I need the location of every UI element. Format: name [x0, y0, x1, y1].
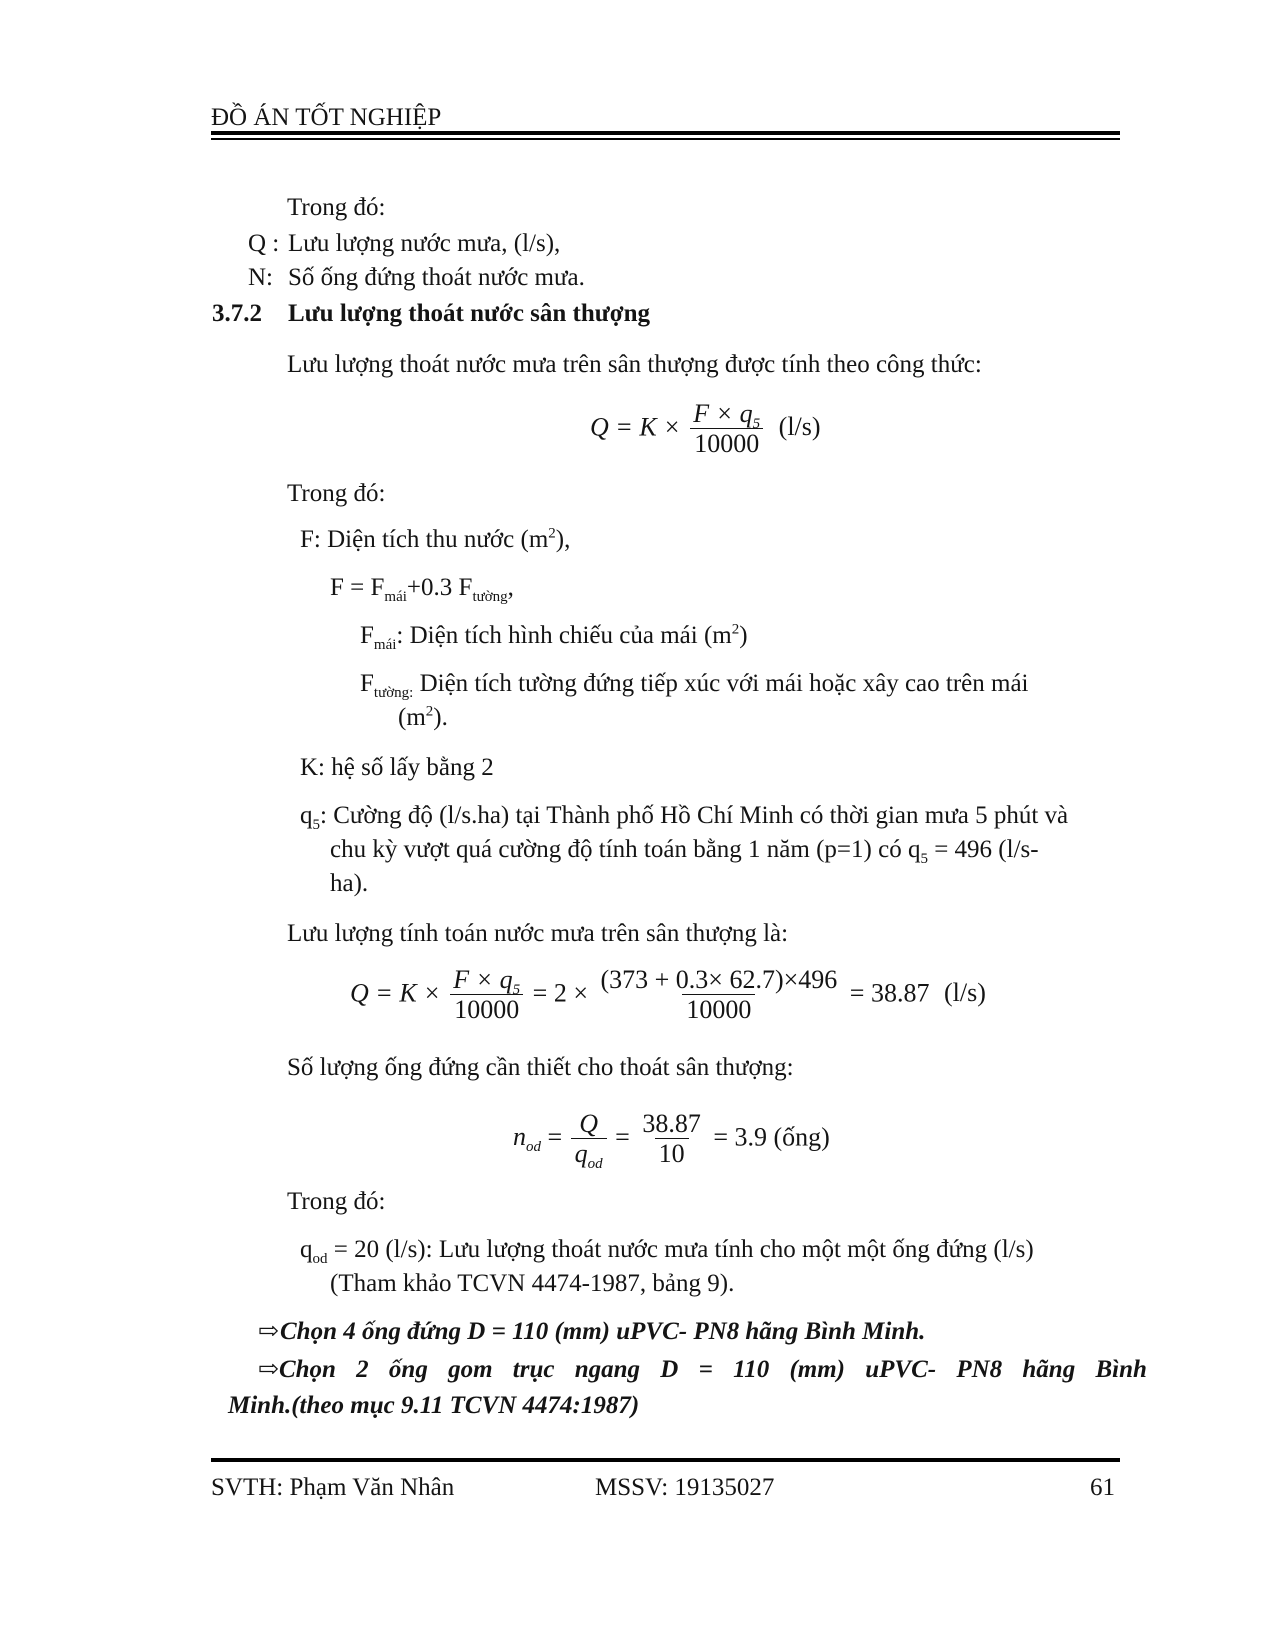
arrow-right-icon: ⇨	[258, 1356, 279, 1383]
def-k: K: hệ số lấy bằng 2	[300, 754, 494, 781]
def-q5-line3: ha).	[330, 870, 369, 897]
conclusion-1: ⇨Chọn 4 ống đứng D = 110 (mm) uPVC- PN8 hãng Bình Minh.	[258, 1316, 925, 1348]
footer-mssv: MSSV: 19135027	[595, 1474, 775, 1501]
arrow-right-icon: ⇨	[258, 1318, 279, 1345]
eq2-lhs: Q = K ×	[350, 978, 441, 1008]
def-ftuong: $F_{tường:}$ Diện tích tường đứng tiếp xúc với mái hoặc xây cao trên mái	[360, 670, 1029, 701]
equation-2	[350, 966, 986, 1025]
header-title: ĐỒ ÁN TỐT NGHIỆP	[211, 104, 442, 131]
equation-3	[513, 1109, 830, 1173]
def-fmai: $F_{mái}$: Diện tích hình chiếu của mái $(m^2)$	[360, 621, 748, 653]
defs-trong-do: Trong đó:	[287, 480, 386, 507]
footer-rule-thick	[211, 1458, 1120, 1462]
conclusion-2: ⇨ Chọn 2 ống gom trục ngang D = 110 (mm) uPVC- PN8 hãng Bình	[258, 1354, 1120, 1386]
eq3-denominator-1: $q_{od}$	[571, 1138, 607, 1169]
def-f-equation: $F = F_{mái}+0.3$ $F_{tường}$,	[330, 574, 514, 605]
equation-1	[590, 400, 821, 459]
def-qod-line2: (Tham khảo TCVN 4474-1987, bảng 9).	[330, 1270, 735, 1297]
eq1-denominator: 10000	[690, 428, 763, 459]
conclusion-2-cont: Minh.(theo mục 9.11 TCVN 4474:1987)	[228, 1392, 640, 1419]
section-title: Lưu lượng thoát nước sân thượng	[288, 300, 651, 327]
eq1-numerator: $F \times q_5$	[693, 399, 761, 433]
intro-n-symbol: N:	[248, 264, 273, 291]
para-pipe-count: Số lượng ống đứng cần thiết cho thoát sân thượng:	[287, 1054, 794, 1081]
eq3-result: = 3.9 (ống)	[713, 1122, 830, 1152]
intro-trong-do: Trong đó:	[287, 194, 386, 221]
eq3-equals-2: =	[615, 1122, 630, 1152]
para-formula-intro: Lưu lượng thoát nước mưa trên sân thượng được tính theo công thức:	[287, 351, 982, 378]
eq3-denominator-2: 10	[655, 1138, 689, 1169]
intro-n-desc: Số ống đứng thoát nước mưa.	[288, 264, 585, 291]
header-rule-thin	[211, 138, 1120, 140]
eq3-fraction-1	[571, 1109, 607, 1173]
eq3-numerator-1: Q	[579, 1109, 599, 1138]
eq1-fraction	[689, 400, 764, 459]
footer-page-number: 61	[1090, 1474, 1115, 1501]
section-number: 3.7.2	[212, 300, 262, 327]
eq1-lhs: Q = K ×	[590, 412, 681, 442]
header-rule-thick	[211, 131, 1120, 135]
eq2-fraction-1	[449, 966, 524, 1025]
intro-q-symbol: Q :	[248, 230, 280, 257]
eq3-fraction-2	[638, 1110, 705, 1169]
eq2-fraction-2	[596, 966, 841, 1025]
defs2-trong-do: Trong đó:	[287, 1188, 386, 1215]
eq3-equals-1: =	[547, 1122, 563, 1152]
eq2-result: = 38.87	[849, 978, 930, 1008]
eq2-unit: (l/s)	[943, 978, 986, 1008]
eq3-lhs: $n_{od}$	[513, 1122, 541, 1156]
def-qod-line1: $q_{od} = 20$ (l/s): Lưu lượng thoát nước mưa tính cho một một ống đứng (l/s)	[300, 1236, 1034, 1267]
def-q5-line2: chu kỳ vượt quá cường độ tính toán bằng 1 năm (p=1) có $q_5 = 496$ (l/s-	[330, 836, 1039, 867]
footer-student: SVTH: Phạm Văn Nhân	[211, 1474, 455, 1501]
eq1-unit: (l/s)	[778, 412, 821, 442]
eq3-numerator-2: 38.87	[642, 1109, 701, 1138]
eq2-numerator-1: $F \times q_5$	[453, 965, 521, 999]
def-q5-line1: $q_5$: Cường độ (l/s.ha) tại Thành phố Hồ Chí Minh có thời gian mưa 5 phút và	[300, 802, 1069, 833]
para-calc-intro: Lưu lượng tính toán nước mưa trên sân thượng là:	[287, 920, 789, 947]
def-ftuong-cont: $(m^2)$.	[398, 703, 448, 731]
eq2-numerator-2: (373 + 0.3× 62.7)×496	[600, 965, 838, 994]
eq2-denominator-1: 10000	[450, 994, 523, 1025]
def-f: F: Diện tích thu nước $(m^2)$,	[300, 525, 571, 553]
eq2-denominator-2: 10000	[682, 994, 755, 1025]
intro-q-desc: Lưu lượng nước mưa, (l/s),	[288, 230, 561, 257]
eq2-mid: = 2 ×	[532, 978, 588, 1008]
